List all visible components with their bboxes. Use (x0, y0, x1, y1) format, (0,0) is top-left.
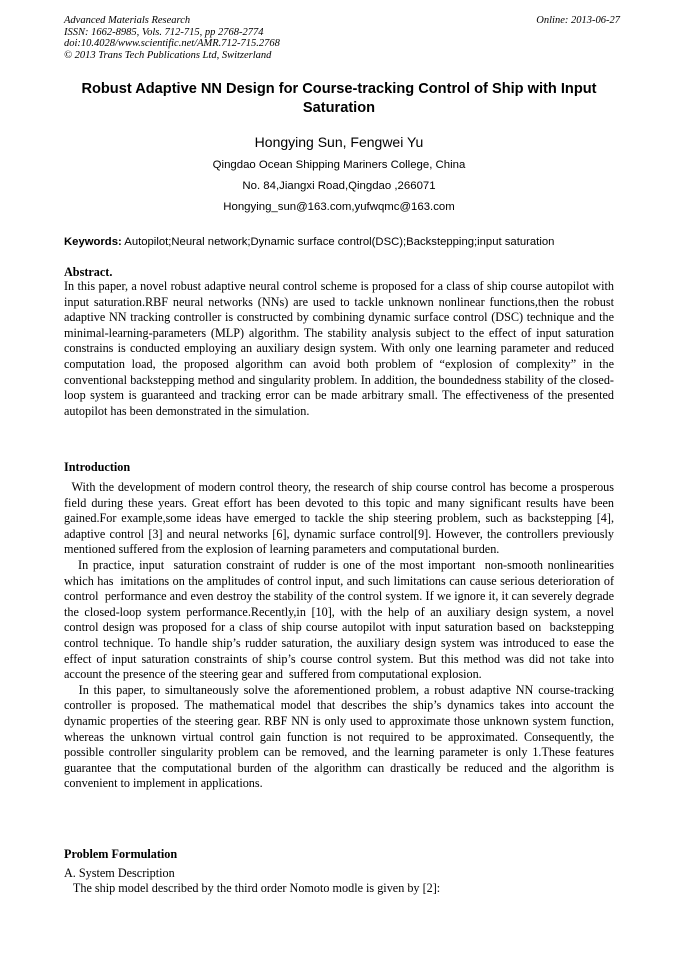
keywords-label: Keywords: (64, 236, 122, 248)
introduction-heading: Introduction (64, 460, 131, 474)
ship-model-text: The ship model described by the third order Nomoto modle is given by [2]: (64, 881, 441, 895)
abstract-heading: Abstract. (64, 265, 113, 279)
address: No. 84,Jiangxi Road,Qingdao ,266071 (242, 180, 436, 192)
keywords-text: Autopilot;Neural network;Dynamic surface control(DSC);Backstepping;input saturation (121, 236, 555, 248)
author-list: Hongying Sun, Fengwei Yu (254, 134, 424, 150)
issn-line: ISSN: 1662-8985, Vols. 712-715, pp 2768-2774 (64, 26, 264, 38)
author-email: Hongying_sun@163.com,yufwqmc@163.com (223, 201, 455, 213)
intro-paragraph-3: In this paper, to simultaneously solve the aforementioned problem, a robust adaptive NN course-tracking controller is proposed. The mathematical model that describes the ship’s dynamics takes into account the dynamic properties of the steering gear. RBF NN is only used to approximate those unknown system function, whereas the unknown virtual control gain function is not required to be approximated. Consequently, the possible controller singularity problem can be removed, and the learning parameter is only 1.These features guarantee that the computational burden of the algorithm can drastically be reduced and the algorithm is convenient to implement in applications. (64, 682, 618, 791)
introduction-body (64, 480, 618, 792)
copyright-line: © 2013 Trans Tech Publications Ltd, Switzerland (64, 49, 272, 61)
keywords-line (64, 236, 620, 248)
problem-formulation-heading: Problem Formulation (64, 847, 178, 861)
system-description-subheading: A. System Description (64, 866, 175, 880)
affiliation: Qingdao Ocean Shipping Mariners College, China (212, 159, 466, 171)
paper-title: Robust Adaptive NN Design for Course-tracking Control of Ship with Input Saturation (81, 81, 597, 116)
intro-paragraph-2: In practice, input saturation constraint of rudder is one of the most important non-smooth nonlinearities which has imitations on the amplitudes of control input, and such limitations can cause serious deterioration of control performance and even destroy the stability of the control system. If we ignore it, it can severely degrade the closed-loop system performance.Recently,in [10], with the help of an auxiliary design system, a novel control design was proposed for a class of ship course autopilot with input saturation based on backstepping control technique. To handle ship’s rudder saturation, the auxiliary design system was introduced to ease the effect of input saturation constraints of ship’s course control system. But this method was did not take into account the presence of the steering gear and suffered from computational explosion. (64, 557, 618, 682)
journal-name: Advanced Materials Research (64, 15, 191, 26)
journal-meta (64, 15, 620, 61)
intro-paragraph-1: With the development of modern control theory, the research of ship course control has become a prosperous field during these years. Great effort has been devoted to this topic and many significant results have been gained.For example,some ideas have emerged to tackle the ship steering problem, such as backstepping [4], adaptive control [3] and neural networks [6], dynamic surface control[9]. However, the controllers previously mentioned suffered from the explosion of learning parameters and computational burden. (64, 480, 618, 557)
doi-line: doi:10.4028/www.scientific.net/AMR.712-715.2768 (64, 38, 280, 50)
abstract-text: In this paper, a novel robust adaptive neural control scheme is proposed for a class of ship course autopilot with input saturation.RBF neural networks (NNs) are used to tackle unknown nonlinear functions,then the robust adaptive NN tracking controller is constructed by combining dynamic surface control (DSC) technique and the minimal-learning-parameters (MLP) algorithm. The stability analysis subject to the effect of input saturation constrains is conducted employing an auxiliary design system. With only one learning parameter and reduced computation load, the proposed algorithm can avoid both problem of “explosion of complexity” in the conventional backstepping method and singularity problem. In addition, the boundedness stability of the closed-loop system is guaranteed and tracking error can be made arbitrary small. The effectiveness of the presented autopilot has been demonstrated in the simulation. (64, 279, 614, 418)
online-date: Online: 2013-06-27 (536, 15, 620, 26)
